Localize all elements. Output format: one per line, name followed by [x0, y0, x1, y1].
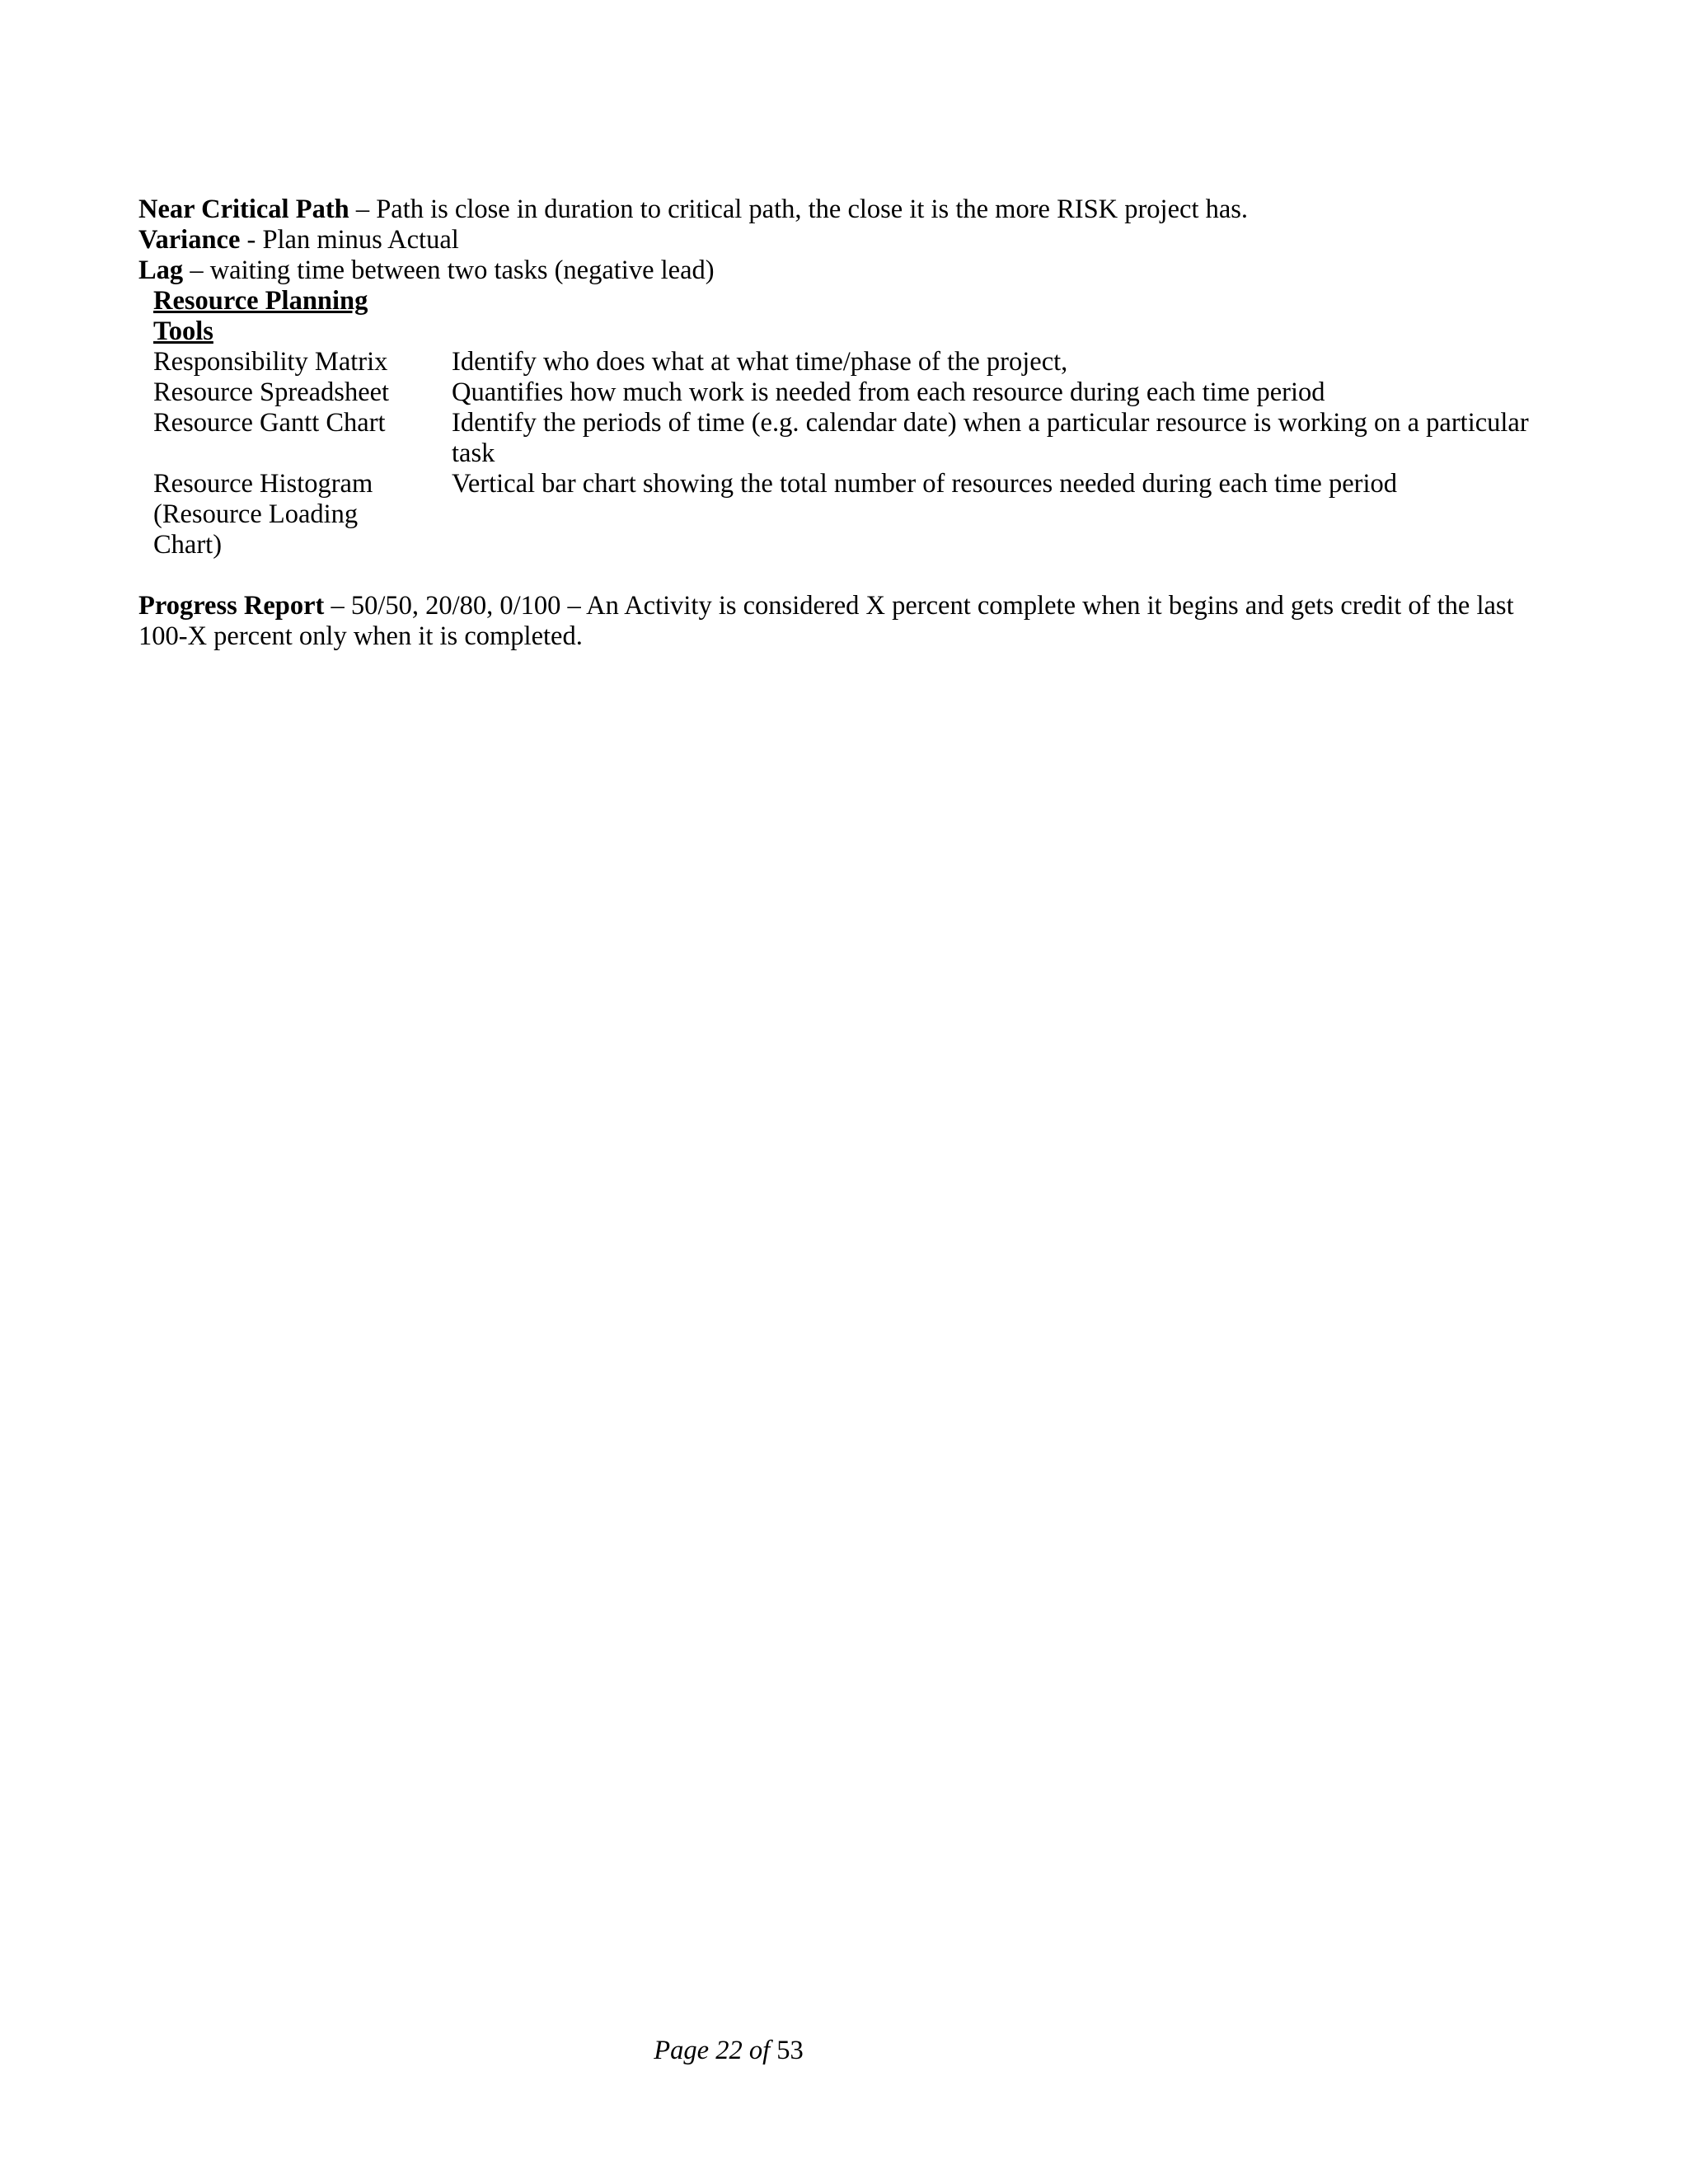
page-word: Page — [654, 2036, 710, 2065]
definition-variance — [138, 225, 1573, 255]
definition-lag — [138, 255, 1573, 286]
total-pages: 53 — [776, 2036, 804, 2065]
definition-near-critical-path — [138, 194, 1573, 225]
tool-name: Resource Spreadsheet — [153, 377, 390, 407]
table-row — [153, 408, 1573, 469]
definition-term: Lag — [138, 255, 184, 285]
definition-text: – waiting time between two tasks (negative lead) — [183, 255, 715, 285]
tool-name: Responsibility Matrix — [153, 347, 388, 377]
tool-name: Resource Gantt Chart — [153, 408, 386, 438]
document-body — [138, 194, 1573, 652]
resource-planning-tools-table — [153, 286, 1573, 560]
table-header-row — [153, 286, 1573, 347]
resource-planning-tools-heading: Resource Planning Tools — [153, 286, 368, 346]
tool-description: Identify who does what at what time/phase of the project, — [452, 347, 1068, 377]
tool-description: Quantifies how much work is needed from each resource during each time period — [452, 377, 1325, 407]
tool-description: Identify the periods of time (e.g. calendar date) when a particular resource is working on a particular task — [452, 408, 1529, 468]
of-word: of — [748, 2036, 771, 2065]
table-row — [153, 469, 1573, 560]
tool-name: Resource Histogram (Resource Loading Chart) — [153, 469, 373, 560]
table-row — [153, 347, 1573, 377]
progress-report-text: – 50/50, 20/80, 0/100 – An Activity is considered X percent complete when it begins and gets credit of the last 100-X percent only when it is completed. — [138, 591, 1514, 651]
definition-text: - Plan minus Actual — [240, 225, 459, 255]
definition-text: – Path is close in duration to critical path, the close it is the more RISK project has. — [349, 194, 1249, 224]
table-row — [153, 377, 1573, 408]
progress-report-paragraph — [138, 591, 1540, 652]
definition-term: Near Critical Path — [138, 194, 349, 224]
definition-term: Variance — [138, 225, 241, 255]
progress-report-term: Progress Report — [138, 591, 325, 621]
tool-description: Vertical bar chart showing the total number of resources needed during each time period — [452, 469, 1398, 499]
page-footer — [0, 2036, 1457, 2066]
page-number: 22 — [715, 2036, 743, 2065]
